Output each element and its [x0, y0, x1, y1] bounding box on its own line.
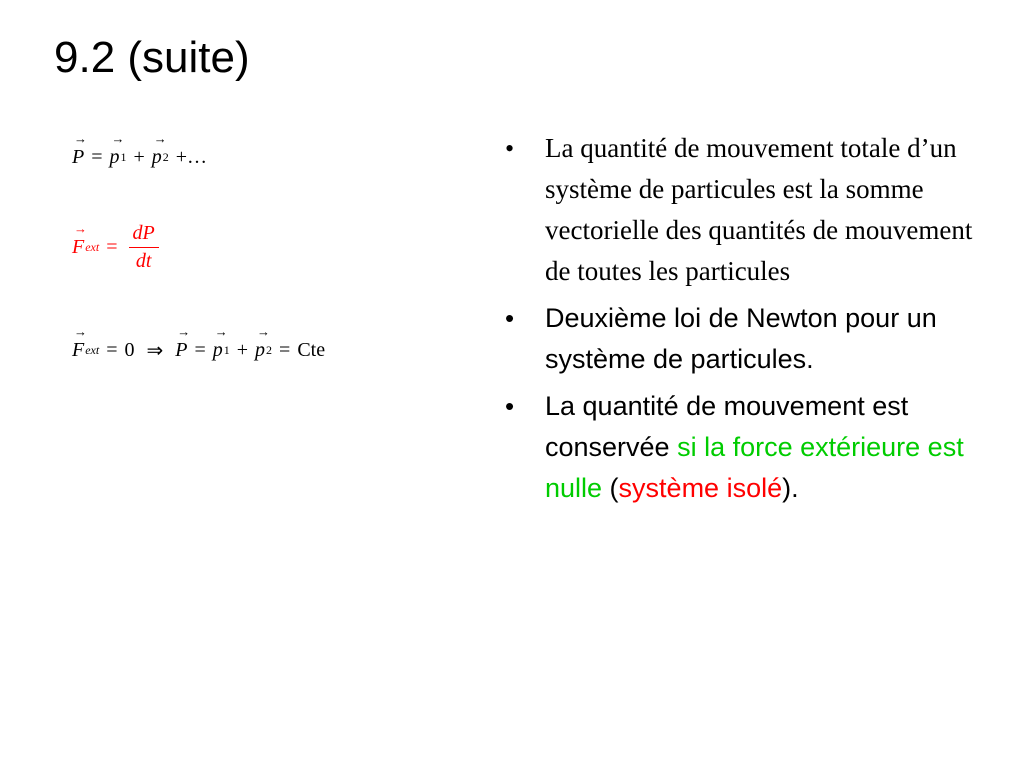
paren-open: ( — [602, 473, 619, 503]
fraction-denominator: dt — [135, 250, 152, 272]
equation-newton-system — [72, 222, 159, 273]
symbol-p2: → p — [152, 146, 162, 169]
symbol-p1: → p — [213, 339, 223, 362]
equals-sign: = — [106, 339, 118, 361]
bullet-text: Deuxième loi de Newton pour un système de particules. — [545, 303, 937, 374]
slide-title: 9.2 (suite) — [54, 33, 250, 82]
equals-sign-2: = — [194, 339, 206, 361]
subscript-1: 1 — [120, 150, 127, 164]
subscript-ext: ext — [85, 343, 100, 357]
subscript-2: 2 — [266, 343, 273, 357]
equals-sign: = — [106, 236, 118, 258]
paren-close: ). — [782, 473, 799, 503]
equals-sign: = — [91, 146, 103, 168]
plus-sign: + — [133, 146, 145, 168]
bullet-item-1 — [505, 128, 975, 292]
symbol-P: → P — [72, 146, 84, 169]
constant-label: Cte — [297, 339, 326, 361]
bullet-text — [545, 386, 975, 509]
subscript-2: 2 — [162, 150, 169, 164]
subscript-1: 1 — [223, 343, 230, 357]
equation-total-momentum — [72, 146, 214, 169]
bullet-text-start: La quantité de mouvement est conservée — [545, 391, 909, 462]
symbol-F: → F — [72, 236, 84, 259]
subscript-ext: ext — [85, 240, 100, 254]
plus-sign: + — [236, 339, 249, 361]
bullet-item-3 — [505, 386, 975, 509]
symbol-p2: → p — [255, 339, 265, 362]
highlight-green-text: si la force extérieure est nulle — [545, 432, 964, 503]
equals-sign-3: = — [279, 339, 291, 361]
bullet-text: La quantité de mouvement totale d’un système de particules est la somme vectorielle des quantités de mouvement de toutes les particules — [545, 133, 973, 286]
equation-conservation — [72, 338, 325, 363]
bullet-marker: • — [505, 303, 515, 333]
bullet-list — [505, 128, 975, 515]
ellipsis-term: +… — [175, 146, 208, 168]
bullet-item-2 — [505, 298, 975, 380]
symbol-F: → F — [72, 339, 84, 362]
fraction-numerator: dP — [129, 222, 159, 248]
symbol-P: → P — [175, 339, 187, 362]
implies-arrow: ⇒ — [146, 340, 164, 362]
bullet-marker: • — [505, 391, 515, 421]
bullet-marker: • — [505, 134, 515, 163]
zero-value: 0 — [124, 339, 135, 361]
highlight-red-text: système isolé — [618, 473, 783, 503]
symbol-p1: → p — [110, 146, 120, 169]
fraction — [129, 222, 159, 273]
